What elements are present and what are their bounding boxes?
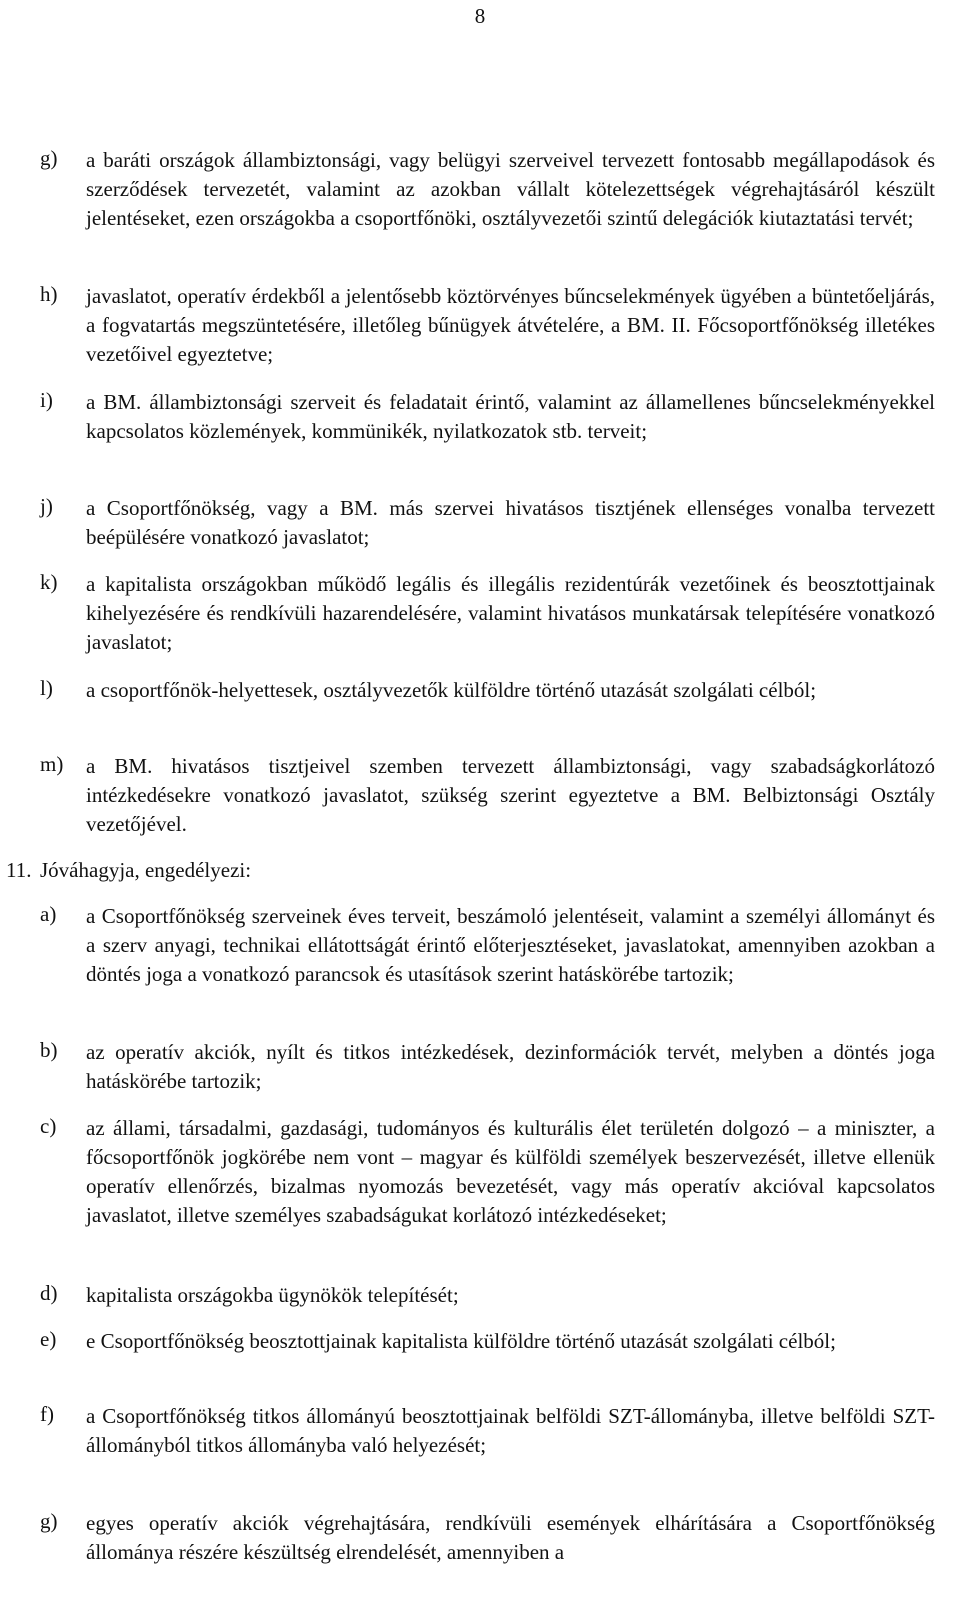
item-label: g)	[40, 146, 58, 170]
item-text: a baráti országok állambiztonsági, vagy belügyi szerveivel tervezett fontosabb megállapodások és szerződések tervezetét, valamint az azokban vállalt kötelezettségek végrehajtásáról készült jelentéseket, ezen országokba a csoportfőnöki, osztályvezetői szintű delegációk kiutaztatási tervét;	[86, 148, 935, 230]
item-text: a Csoportfőnökség szerveinek éves terveit, beszámoló jelentéseit, valamint a személyi állományt és a szerv anyagi, technikai ellátottságát érintő előterjesztéseket, javaslatokat, amennyiben azokban a döntés joga a vonatkozó parancsok és utasítások szerint hatáskörébe tartozik;	[86, 904, 935, 986]
list-item-k	[40, 570, 935, 657]
item-text: a Csoportfőnökség titkos állományú beosztottjainak belföldi SZT-állományba, illetve belföldi SZT-állományból titkos állományba való helyezését;	[86, 1404, 935, 1457]
page-number: 8	[474, 4, 486, 28]
item-label: m)	[40, 752, 64, 776]
list-item-l	[40, 676, 935, 705]
item-text: egyes operatív akciók végrehajtására, rendkívüli események elhárítására a Csoportfőnökség állománya részére készültség elrendelését, amennyiben a	[86, 1511, 935, 1564]
item-label: d)	[40, 1281, 58, 1305]
item-label: i)	[40, 388, 53, 412]
item-text: a kapitalista országokban működő legális és illegális rezidentúrák vezetőinek és beosztottjainak kihelyezésére és rendkívüli hazarendelésére, valamint hivatásos munkatársak telepítésére vonatkozó javaslatot;	[86, 572, 935, 654]
list-item-f	[40, 1402, 935, 1460]
item-text: a csoportfőnök-helyettesek, osztályvezetők külföldre történő utazását szolgálati célból;	[86, 678, 817, 702]
item-label: h)	[40, 282, 58, 306]
section-number: 11.	[6, 858, 32, 882]
list-item-a	[40, 902, 935, 989]
section-heading	[6, 858, 251, 883]
list-item-h	[40, 282, 935, 369]
list-item-b	[40, 1038, 935, 1096]
item-label: b)	[40, 1038, 58, 1062]
item-label: j)	[40, 494, 53, 518]
list-item-j	[40, 494, 935, 552]
list-item-g	[40, 146, 935, 233]
item-label: a)	[40, 902, 57, 926]
list-item-e	[40, 1327, 935, 1356]
item-text: a BM. hivatásos tisztjeivel szemben tervezett állambiztonsági, vagy szabadságkorlátozó intézkedésekre vonatkozó javaslatot, szükség szerint egyeztetve a BM. Belbiztonsági Osztály vezetőjével.	[86, 754, 935, 836]
item-label: g)	[40, 1509, 58, 1533]
list-item-c	[40, 1114, 935, 1230]
item-label: e)	[40, 1327, 57, 1351]
item-text: javaslatot, operatív érdekből a jelentősebb köztörvényes bűncselekmények ügyében a büntetőeljárás, a fogvatartás megszüntetésére, illetőleg bűnügyek átvételére, a BM. II. Főcsoportfőnökség illetékes vezetőivel egyeztetve;	[86, 284, 935, 366]
item-label: l)	[40, 676, 53, 700]
list-item-i	[40, 388, 935, 446]
item-text: kapitalista országokba ügynökök telepítését;	[86, 1283, 459, 1307]
section-title: Jóváhagyja, engedélyezi:	[40, 858, 252, 882]
list-item-d	[40, 1281, 935, 1310]
list-item-g2	[40, 1509, 935, 1567]
item-label: c)	[40, 1114, 57, 1138]
item-text: e Csoportfőnökség beosztottjainak kapitalista külföldre történő utazását szolgálati célból;	[86, 1329, 836, 1353]
item-text: a Csoportfőnökség, vagy a BM. más szervei hivatásos tisztjének ellenséges vonalba tervezett beépülésére vonatkozó javaslatot;	[86, 496, 935, 549]
item-label: f)	[40, 1402, 54, 1426]
item-text: az operatív akciók, nyílt és titkos intézkedések, dezinformációk tervét, melyben a döntés joga hatáskörébe tartozik;	[86, 1040, 935, 1093]
item-label: k)	[40, 570, 58, 594]
item-text: a BM. állambiztonsági szerveit és feladatait érintő, valamint az államellenes bűncselekményekkel kapcsolatos közlemények, kommünikék, nyilatkozatok stb. terveit;	[86, 390, 935, 443]
item-text: az állami, társadalmi, gazdasági, tudományos és kulturális élet területén dolgozó – a miniszter, a főcsoportfőnök jogkörébe nem vont – magyar és külföldi személyek beszervezését, illetve ellenük operatív ellenőrzés, bizalmas nyomozás bevezetését, vagy más operatív akcióval kapcsolatos javaslatot, illetve személyes szabadságukat korlátozó intézkedéseket;	[86, 1116, 935, 1227]
list-item-m	[40, 752, 935, 839]
